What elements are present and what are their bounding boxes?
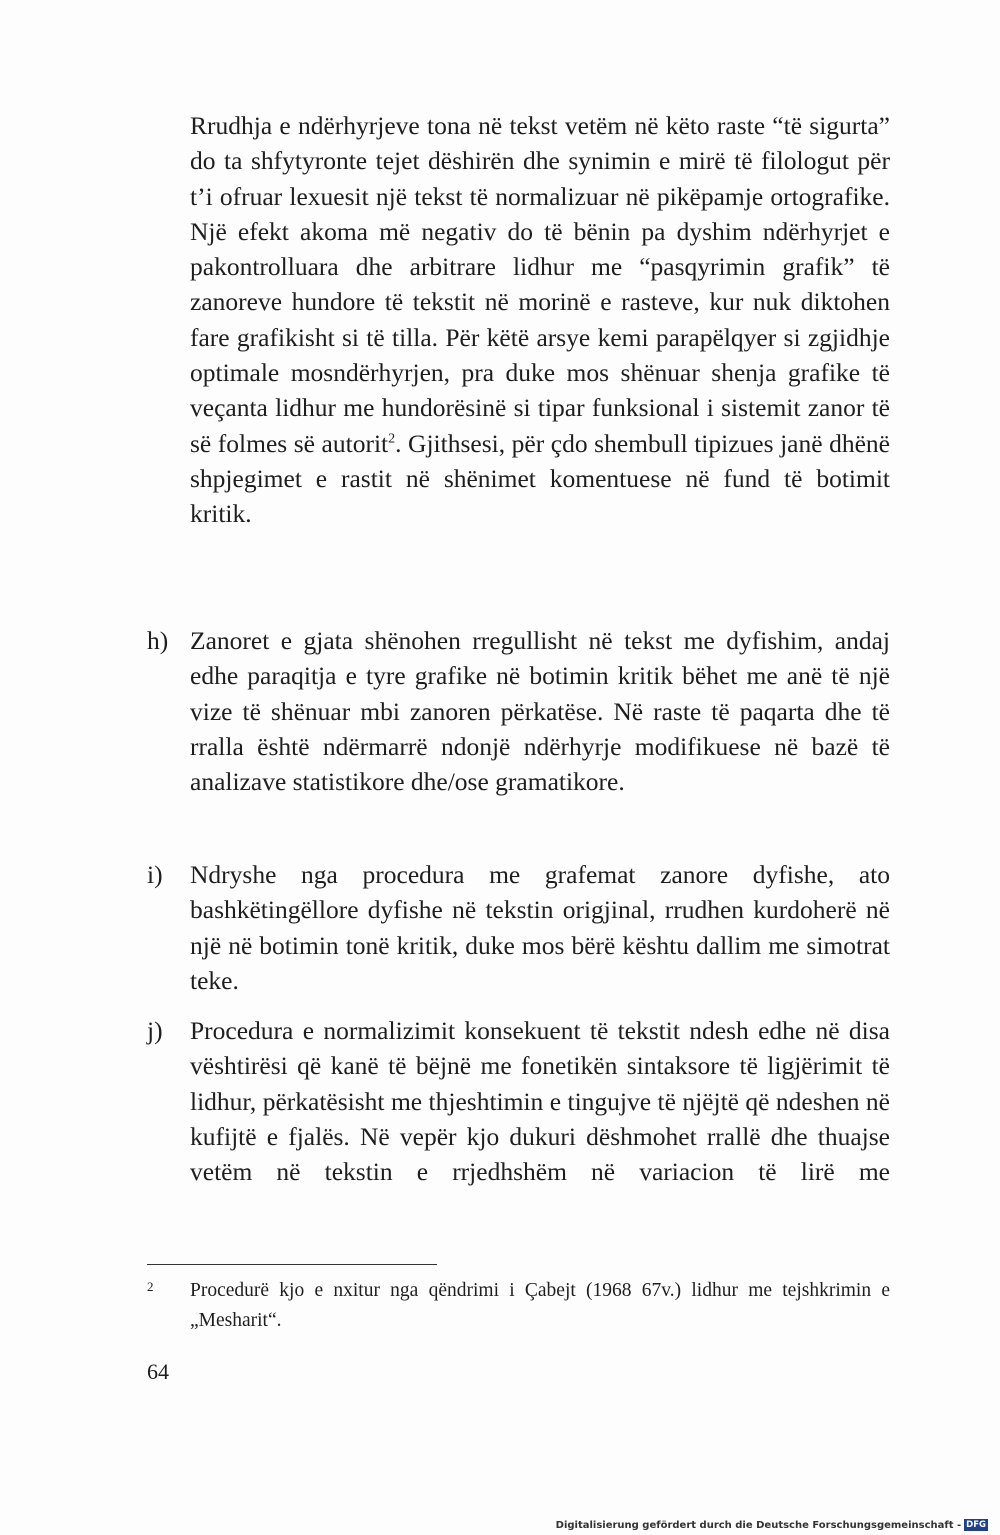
- list-marker: i): [147, 860, 163, 889]
- list-item-text: Ndryshe nga procedura me grafemat zanore dyfishe, ato bashkëtingëllore dyfishe në tekstin origjinal, rrudhen kurdoherë në një në botimin tonë kritik, duke mos bërë kështu dallim me simotrat teke.: [190, 860, 890, 995]
- intro-paragraph: [190, 108, 890, 532]
- list-marker: j): [147, 1016, 163, 1045]
- footnote-separator: [147, 1264, 437, 1265]
- dfg-logo: DFG: [966, 1520, 986, 1530]
- page-number: 64: [147, 1359, 169, 1384]
- footnote-text: Procedurë kjo e nxitur nga qëndrimi i Çabejt (1968 67v.) lidhur me tejshkrimin e „Mesharit“.: [190, 1280, 890, 1331]
- list-item-j: [147, 1013, 890, 1189]
- footnote-reference[interactable]: 2: [388, 431, 396, 447]
- intro-text-part2: . Gjithsesi, për çdo shembull tipizues janë dhënë shpjegimet e rastit në shënimet komentuese në fund të botimit kritik.: [190, 428, 890, 529]
- credit-text: Digitalisierung gefördert durch die Deutsche Forschungsgemeinschaft -: [555, 1519, 962, 1531]
- footnote-number: 2: [147, 1279, 154, 1294]
- list-item-i: [147, 857, 890, 998]
- digitization-credit: [556, 1519, 988, 1531]
- footnote: [147, 1276, 890, 1336]
- list-marker: h): [147, 626, 169, 655]
- list-item-text: Procedura e normalizimit konsekuent të tekstit ndesh edhe në disa vështirësi që kanë të bëjnë me fonetikën sintaksore të ligjërimit të lidhur, përkatësisht me thjeshtimin e tingujve të njëjtë që ndeshen në kufijtë e fjalës. Në vepër kjo dukuri dëshmohet rrallë dhe thuajse vetëm në tekstin e rrjedhshëm në variacion të lirë me: [190, 1016, 890, 1187]
- list-item-h: [147, 623, 890, 799]
- intro-text-part1: Rrudhja e ndërhyrjeve tona në tekst vetëm në këto raste “të sigurta” do ta shfytyronte tejet dëshirën dhe synimin e mirë të filologut për t’i ofruar lexuesit një tekst të normalizuar në pikëpamje ortografike. Një efekt akoma më negativ do të bënin pa dyshim ndërhyrjet e pakontrolluara dhe arbitrare lidhur me “pasqyrimin grafik” të zanoreve hundore të tekstit në morinë e rasteve, kur nuk diktohen fare grafikisht si të tilla. Për këtë arsye kemi parapëlqyer si zgjidhje optimale mosndërhyrjen, pra duke mos shënuar shenja grafike të veçanta lidhur me hundorësinë si tipar funksional i sistemit zanor të së folmes së autorit: [190, 111, 890, 458]
- list-item-text: Zanoret e gjata shënohen rregullisht në tekst me dyfishim, andaj edhe paraqitja e tyre grafike në botimin kritik bëhet me anë të një vize të shënuar mbi zanoren përkatëse. Në raste të paqarta dhe të rralla është ndërmarrë ndonjë ndërhyrje modifikuese në bazë të analizave statistikore dhe/ose gramatikore.: [190, 626, 890, 797]
